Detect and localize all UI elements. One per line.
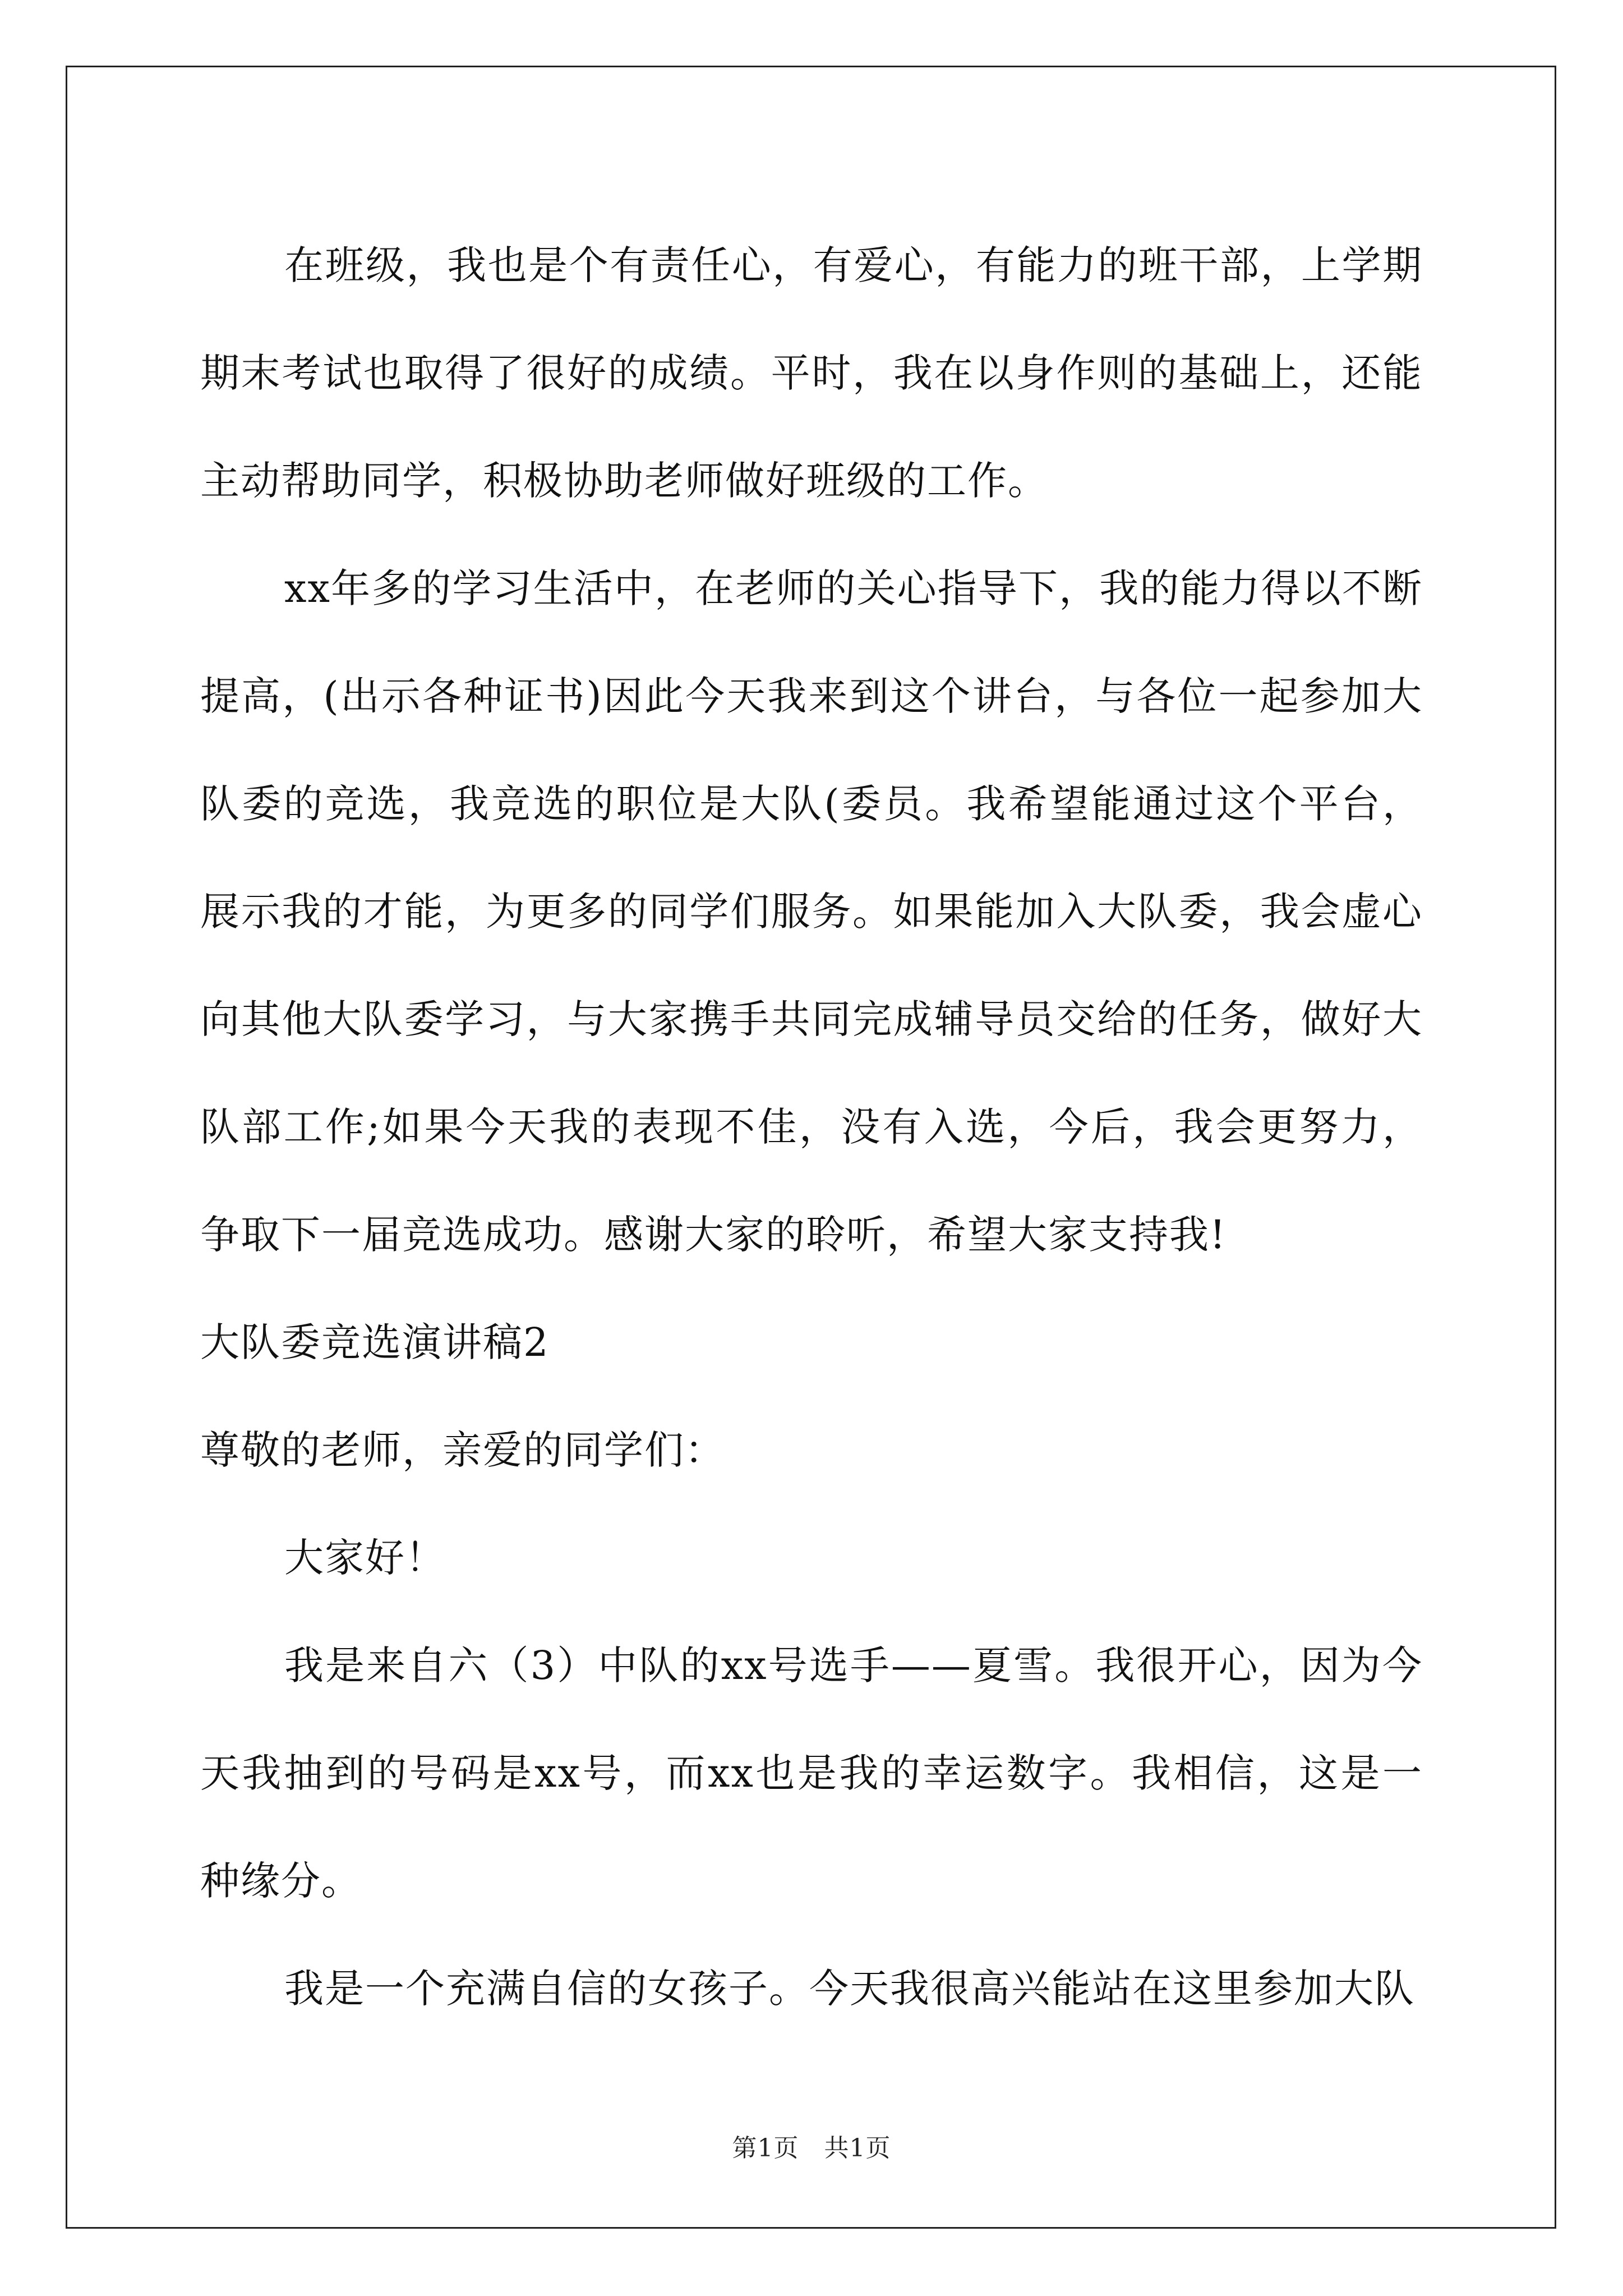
- paragraph-2: xx年多的学习生活中，在老师的关心指导下，我的能力得以不断提高，(出示各种证书)因此今天我来到这个讲台，与各位一起参加大队委的竞选，我竞选的职位是大队(委员。我希望能通过这个平台，展示我的才能，为更多的同学们服务。如果能加入大队委，我会虚心向其他大队委学习，与大家携手共同完成辅导员交给的任务，做好大队部工作;如果今天我的表现不佳，没有入选，今后，我会更努力，争取下一届竞选成功。感谢大家的聆听，希望大家支持我!: [200, 565, 1423, 1258]
- page-number: 第1页: [732, 2134, 799, 2162]
- paragraph-1: 在班级，我也是个有责任心，有爱心，有能力的班干部，上学期期末考试也取得了很好的成绩。平时，我在以身作则的基础上，还能主动帮助同学，积极协助老师做好班级的工作。: [200, 242, 1423, 504]
- document-body: [200, 211, 1423, 2042]
- page-footer: [0, 2132, 1623, 2165]
- section-heading: 大队委竞选演讲稿2: [200, 1319, 550, 1365]
- paragraph-intro: 我是来自六（3）中队的xx号选手——夏雪。我很开心，因为今天我抽到的号码是xx号，而xx也是我的幸运数字。我相信，这是一种缘分。: [200, 1642, 1423, 1904]
- salutation: 尊敬的老师，亲爱的同学们：: [200, 1427, 725, 1473]
- page-total: 共1页: [824, 2134, 891, 2162]
- paragraph-last: 我是一个充满自信的女孩子。今天我很高兴能站在这里参加大队: [284, 1966, 1415, 2012]
- greeting: 大家好！: [284, 1535, 446, 1581]
